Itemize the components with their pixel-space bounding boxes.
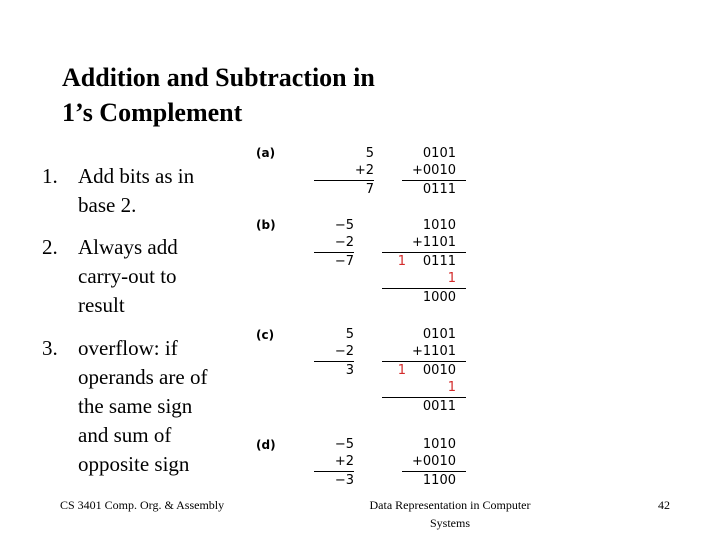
example-b-decimal-operand-1: −5 — [334, 218, 354, 233]
example-c-decimal-rule — [314, 361, 354, 362]
list-item-line: operands are of — [78, 365, 208, 389]
example-a-label: (a) — [256, 146, 276, 160]
list-item-number: 2. — [42, 235, 58, 259]
list-item-line: Always add — [78, 235, 178, 259]
example-c-binary-rule-2 — [382, 397, 466, 398]
example-a-decimal-operand-2: +2 — [354, 163, 374, 178]
example-b-carry-out: 1 — [397, 254, 406, 269]
example-d-binary-rule — [402, 471, 466, 472]
example-c-binary-operand-2: +1101 — [412, 344, 456, 359]
example-b-binary-partial-sum: 0111 — [422, 254, 456, 269]
list-item-number: 3. — [42, 336, 58, 360]
list-item-line: result — [78, 293, 125, 317]
example-b-binary-operand-1: 1010 — [422, 218, 456, 233]
slide-title-line-2: 1’s Complement — [62, 98, 243, 127]
example-c-binary-operand-1: 0101 — [422, 327, 456, 342]
example-c-carry-out: 1 — [397, 363, 406, 378]
example-c-label: (c) — [256, 328, 275, 342]
list-item-line: the same sign — [78, 394, 193, 418]
footer-course: CS 3401 Comp. Org. & Assembly — [60, 498, 225, 512]
example-b-end-around-carry: 1 — [447, 271, 456, 286]
ones-complement-figure — [256, 140, 486, 500]
example-a-binary-operand-1: 0101 — [422, 146, 456, 161]
example-d-binary-result: 1100 — [422, 473, 456, 488]
list-item-1 — [42, 162, 252, 220]
example-b-decimal-rule — [314, 252, 354, 253]
example-b-decimal-operand-2: −2 — [334, 235, 354, 250]
example-c-binary-rule — [382, 361, 466, 362]
example-c-binary-partial-sum: 0010 — [422, 363, 456, 378]
example-c-end-around-carry: 1 — [447, 380, 456, 395]
example-c-binary-result: 0011 — [422, 399, 456, 414]
example-b-binary-rule-2 — [382, 288, 466, 289]
example-b-label: (b) — [256, 218, 276, 232]
example-d-decimal-rule — [314, 471, 354, 472]
footer-topic — [340, 496, 560, 532]
example-b-decimal-result: −7 — [334, 254, 354, 269]
example-c-decimal-operand-2: −2 — [334, 344, 354, 359]
example-c-decimal-operand-1: 5 — [345, 327, 354, 342]
footer-topic-line-2: Systems — [429, 516, 470, 530]
list-item-3 — [42, 334, 252, 479]
example-a-decimal-operand-1: 5 — [365, 146, 374, 161]
example-c-decimal-result: 3 — [345, 363, 354, 378]
list-item-line: carry-out to — [78, 264, 177, 288]
example-d-decimal-result: −3 — [334, 473, 354, 488]
example-a-binary-result: 0111 — [422, 182, 456, 197]
list-item-line: opposite sign — [78, 452, 190, 476]
example-b-binary-operand-2: +1101 — [412, 235, 456, 250]
list-item-line: overflow: if — [78, 336, 178, 360]
list-item-2 — [42, 233, 252, 320]
example-d-binary-operand-2: +0010 — [412, 454, 456, 469]
example-a-decimal-result: 7 — [365, 182, 374, 197]
list-item-line: base 2. — [78, 193, 137, 217]
example-a-binary-rule — [402, 180, 466, 181]
slide-title — [62, 60, 522, 130]
list-item-number: 1. — [42, 164, 58, 188]
example-d-decimal-operand-1: −5 — [334, 437, 354, 452]
example-b-binary-result: 1000 — [422, 290, 456, 305]
example-a-decimal-rule — [314, 180, 374, 181]
list-item-line: Add bits as in — [78, 164, 195, 188]
example-d-binary-operand-1: 1010 — [422, 437, 456, 452]
page-number: 42 — [658, 498, 670, 512]
example-a-binary-operand-2: +0010 — [412, 163, 456, 178]
list-item-line: and sum of — [78, 423, 172, 447]
slide-title-line-1: Addition and Subtraction in — [62, 63, 375, 92]
example-d-decimal-operand-2: +2 — [334, 454, 354, 469]
example-b-binary-rule — [382, 252, 466, 253]
footer-topic-line-1: Data Representation in Computer — [369, 498, 531, 512]
example-d-label: (d) — [256, 438, 276, 452]
